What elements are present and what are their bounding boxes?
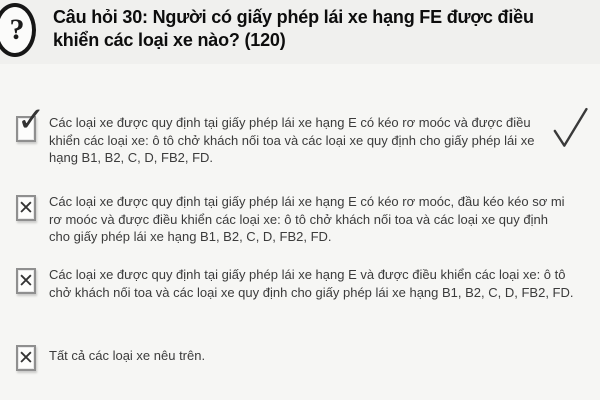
answer-option-2[interactable] — [16, 193, 571, 246]
handwritten-check-icon — [549, 104, 590, 155]
answer-option-4[interactable] — [16, 343, 569, 371]
answer-2-text: Các loại xe được quy định tại giấy phép lái xe hạng E có kéo rơ moóc, đầu kéo kéo sơ mi rơ moóc và được điều khiển các loại xe: ô tô chở khách nối toa và các loại xe quy định cho giấy phép lái xe hạng B1, B2, C, D, FB2, FD. — [49, 194, 565, 244]
answer-option-3[interactable] — [16, 266, 577, 301]
question-mark-glyph: ? — [9, 13, 25, 46]
question-title: Câu hỏi 30: Người có giấy phép lái xe hạng FE được điều khiển các loại xe nào? (120) — [53, 7, 534, 50]
answer-1-checkbox-checked[interactable] — [16, 101, 46, 142]
check-icon: ✓ — [17, 101, 46, 139]
answer-4-checkbox-crossed[interactable] — [16, 345, 36, 371]
answer-option-1[interactable] — [16, 101, 554, 167]
answer-2-checkbox-crossed[interactable] — [16, 195, 36, 221]
cross-icon: ✕ — [18, 271, 34, 292]
answer-3-text: Các loại xe được quy định tại giấy phép lái xe hạng E và được điều khiển các loại xe: ô tô chở khách nối toa và các loại xe quy định cho giấy phép lái xe hạng B1, B2, C, D, FB2, FD. — [49, 267, 574, 300]
answer-1-text: Các loại xe được quy định tại giấy phép lái xe hạng E có kéo rơ moóc và được điều khiển các loại xe: ô tô chở khách nối toa và các loại xe quy định cho giấy phép lái xe hạng B1, B2, C, D, FB2, FD. — [49, 115, 535, 165]
answer-4-text: Tất cả các loại xe nêu trên. — [49, 348, 206, 363]
cross-icon: ✕ — [18, 198, 34, 219]
answer-3-checkbox-crossed[interactable] — [16, 268, 36, 294]
cross-icon: ✕ — [18, 348, 34, 369]
